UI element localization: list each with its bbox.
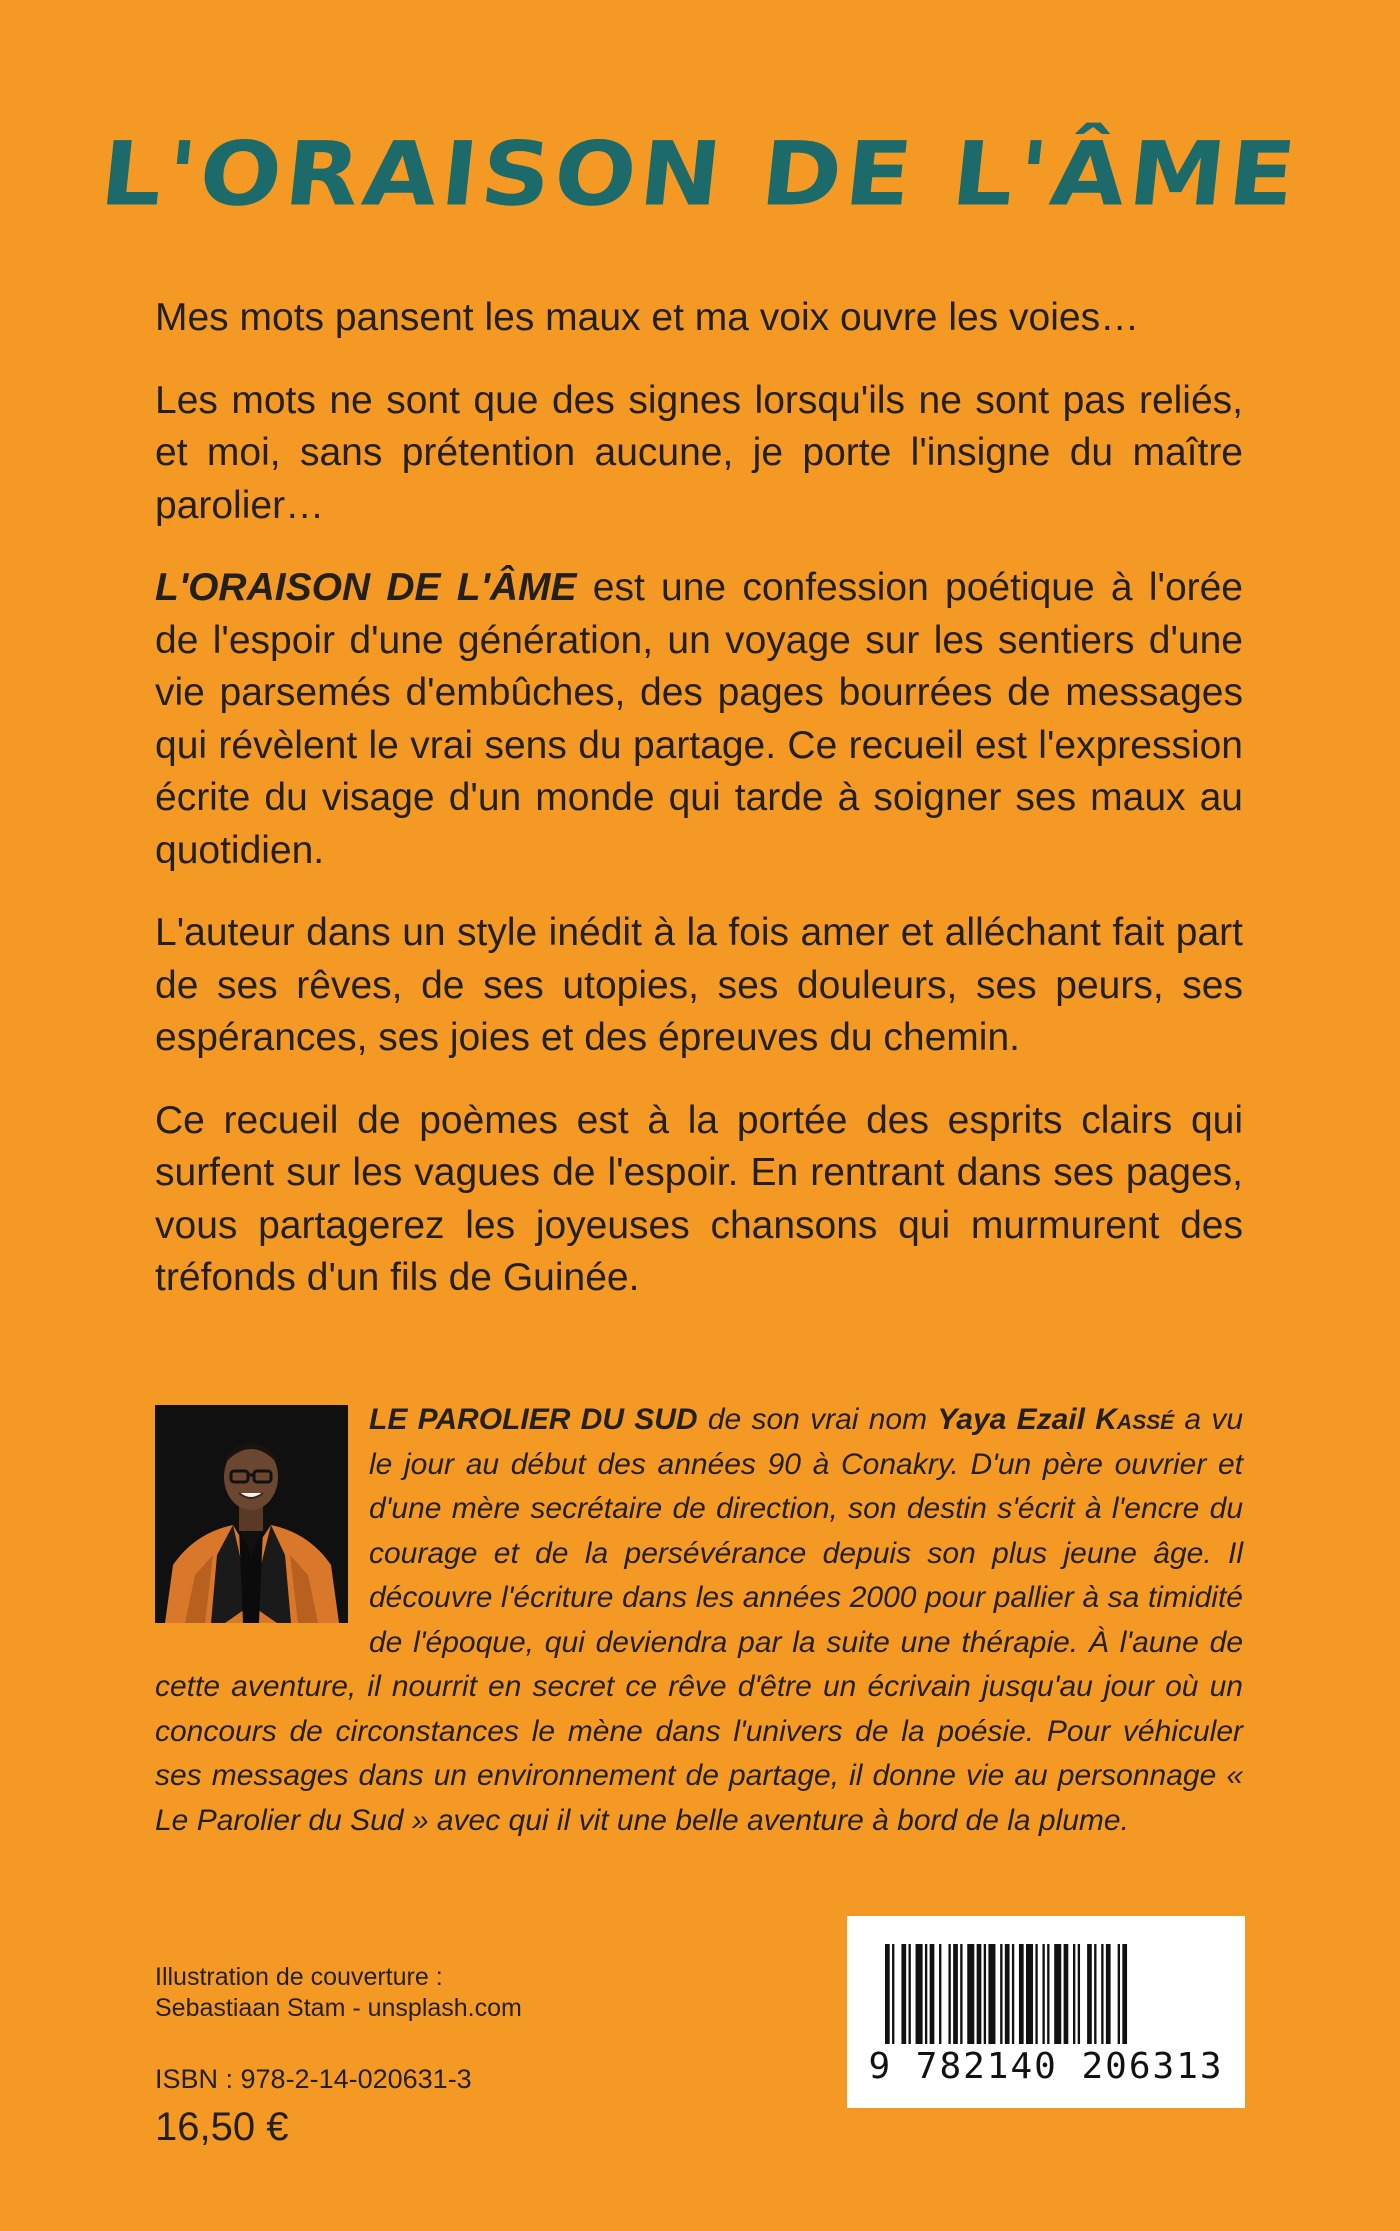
bio-text-2: a vu le jour au début des années 90 à Conakry. D'un père ouvrier et d'une mère secrétaire de direction, son destin s'écrit à l'encre du courage et de la persévérance depuis son plus jeune âge. Il découvre l'écriture dans les années 2000 pour pallier à sa timidité de l'époque, qui deviendra par la suite une thérapie. À l'aune de cette aventure, il nourrit en secret ce rêve d'être un écrivain jusqu'au jour où un concours de circonstances le mène dans l'univers de la poésie. Pour véhiculer ses messages dans un environnement de partage, il donne vie au personnage « Le Parolier du Sud » avec qui il vit une belle aventure à bord de la plume.	[155, 1403, 1243, 1837]
author-pen-name: LE PAROLIER DU SUD	[369, 1403, 698, 1436]
credits-line-2: Sebastiaan Stam - unsplash.com	[155, 1994, 522, 2022]
blurb-paragraph-2: Les mots ne sont que des signes lorsqu'ils ne sont pas reliés, et moi, sans prétention aucune, je porte l'insigne du maître parolier…	[155, 378, 1243, 527]
price: 16,50 €	[155, 2105, 289, 2149]
blurb-title-mention: L'ORAISON DE L'ÂME	[155, 566, 577, 609]
blurb-paragraph-3-text: est une confession poétique à l'orée de l'espoir d'une génération, un voyage sur les sentiers d'une vie parsemés d'embûches, des pages bourrées de messages qui révèlent le vrai sens du partage. Ce recueil est l'expression écrite du visage d'un monde qui tarde à soigner ses maux au quotidien.	[155, 566, 1243, 872]
photo-spacer	[155, 1398, 369, 1650]
back-cover-blurb	[155, 292, 1243, 1335]
barcode-number: 9 782140 206313	[868, 2046, 1224, 2087]
blurb-paragraph-3	[155, 562, 1243, 877]
cover-illustration-credits	[155, 1962, 522, 2024]
author-real-name: Yaya Ezail	[937, 1403, 1096, 1436]
credits-line-1: Illustration de couverture :	[155, 1963, 443, 1991]
barcode	[847, 1916, 1245, 2108]
bio-text-1: de son vrai nom	[697, 1403, 938, 1436]
book-title: L'ORAISON DE L'ÂME	[95, 122, 1305, 226]
blurb-paragraph-4: L'auteur dans un style inédit à la fois amer et alléchant fait part de ses rêves, de ses utopies, ses douleurs, ses peurs, ses espérances, ses joies et des épreuves du chemin.	[155, 911, 1243, 1059]
isbn: ISBN : 978-2-14-020631-3	[155, 2064, 472, 2094]
author-biography	[155, 1398, 1243, 1843]
blurb-paragraph-1: Mes mots pansent les maux et ma voix ouvre les voies…	[155, 296, 1140, 339]
author-surname: Kassé	[1095, 1403, 1175, 1436]
blurb-paragraph-5: Ce recueil de poèmes est à la portée des esprits clairs qui surfent sur les vagues de l'espoir. En rentrant dans ses pages, vous partagerez les joyeuses chansons qui murmurent des tréfonds d'un fils de Guinée.	[155, 1098, 1243, 1299]
